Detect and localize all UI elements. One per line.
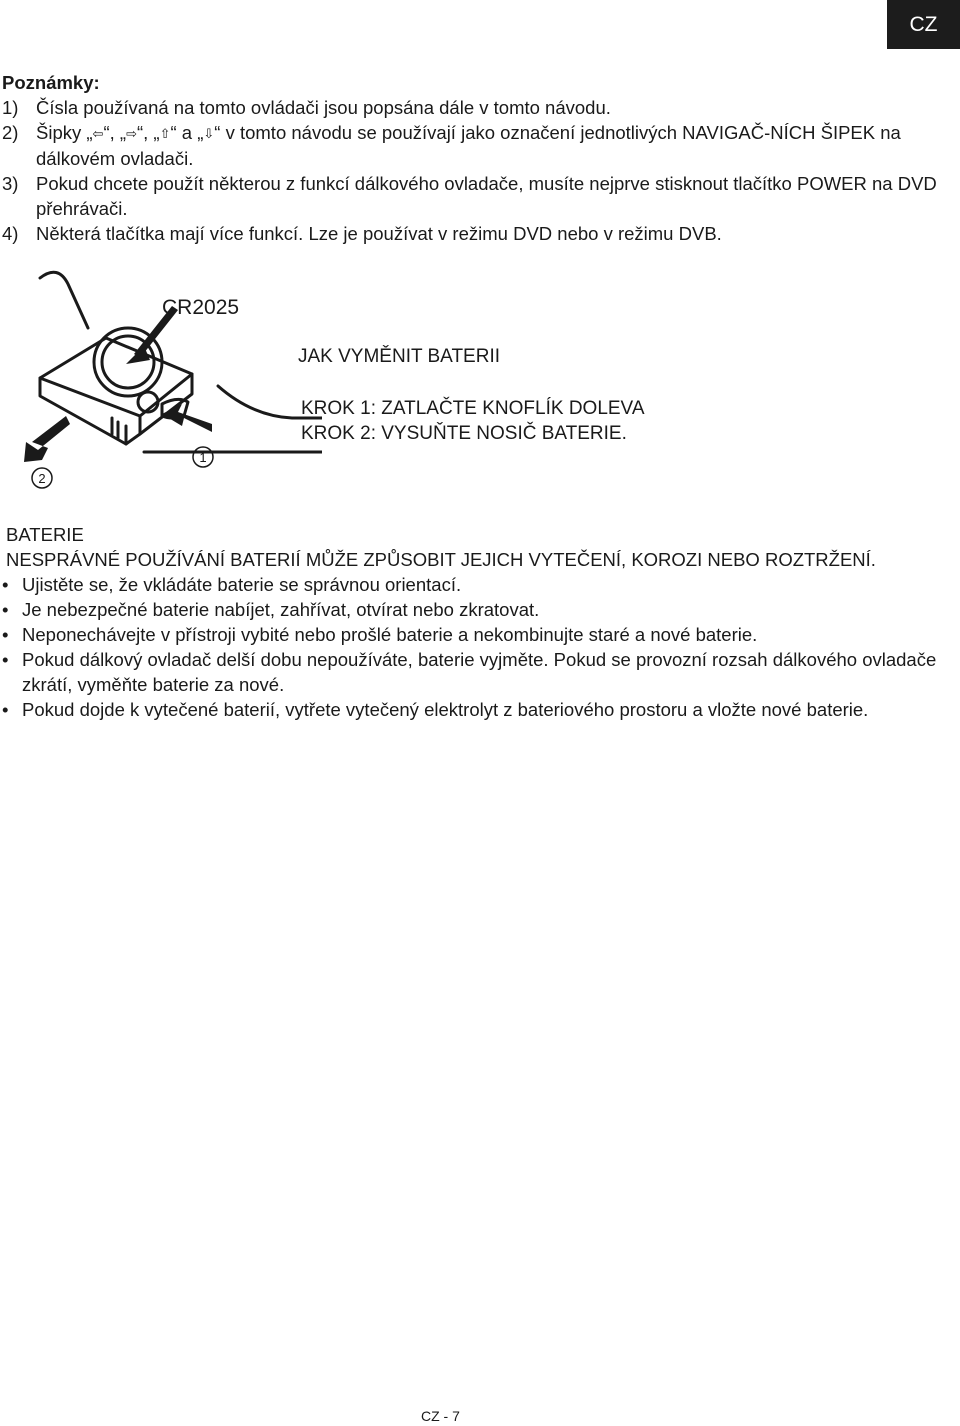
tray-ridge	[112, 418, 118, 438]
note-number: 2)	[2, 122, 19, 143]
list-item-text: Pokud dojde k vytečené baterií, vytřete vytečený elektrolyt z bateriového prostoru a vložte nové baterie.	[22, 699, 869, 720]
list-item	[2, 622, 952, 647]
battery-warning: NESPRÁVNÉ POUŽÍVÁNÍ BATERIÍ MŮŽE ZPŮSOBIT JEJICH VYTEČENÍ, KOROZI NEBO ROZTRŽENÍ.	[6, 549, 876, 570]
note-number: 3)	[2, 173, 19, 194]
callout-number-2: 2	[38, 471, 46, 486]
note-text: Pokud chcete použít některou z funkcí dálkového ovladače, musíte nejprve stisknout tlačítko POWER na DVD přehrávači.	[36, 173, 937, 219]
list-item	[2, 647, 952, 697]
note-number: 4)	[2, 223, 19, 244]
battery-tray	[140, 374, 192, 434]
note-text	[36, 120, 952, 171]
list-item	[2, 572, 952, 597]
remote-battery-drawing	[22, 266, 322, 498]
note-text-part: “ v tomto návodu se používají jako označení jednotlivých NAVIGAČ-NÍCH ŠIPEK na dálkovém ovladači.	[36, 122, 901, 169]
note-text: Čísla používaná na tomto ovládači jsou popsána dále v tomto návodu.	[36, 97, 611, 118]
note-text-part: Šipky „	[36, 122, 93, 143]
list-item-text: Je nebezpečné baterie nabíjet, zahřívat, otvírat nebo zkratovat.	[22, 599, 540, 620]
note-text-part: “ a „	[170, 122, 204, 143]
note-item	[2, 120, 952, 171]
arrow-down-icon: ⇩	[203, 126, 215, 141]
language-tab: CZ	[887, 0, 960, 49]
list-item	[2, 697, 952, 722]
battery-section	[2, 522, 952, 722]
note-number: 1)	[2, 97, 19, 118]
arrow-right-icon: ⇨	[126, 126, 137, 141]
bullet-icon: •	[2, 574, 9, 595]
battery-steps-title: JAK VYMĚNIT BATERII	[298, 346, 501, 367]
battery-step-1: KROK 1: ZATLAČTE KNOFLÍK DOLEVA	[301, 398, 645, 419]
arrow-up-icon: ⇧	[159, 126, 171, 141]
bullet-icon: •	[2, 699, 9, 720]
bullet-icon: •	[2, 599, 9, 620]
list-item-text: Ujistěte se, že vkládáte baterie se správnou orientací.	[22, 574, 462, 595]
note-item	[2, 221, 952, 246]
note-text-part: “, „	[103, 122, 127, 143]
notes-section	[2, 70, 952, 246]
notes-title: Poznámky:	[2, 72, 100, 93]
note-text: Některá tlačítka mají více funkcí. Lze je používat v režimu DVD nebo v režimu DVB.	[36, 223, 722, 244]
arrow-left-icon: ⇦	[92, 126, 104, 141]
list-item-text: Neponechávejte v přístroji vybité nebo prošlé baterie a nekombinujte staré a nové baterie.	[22, 624, 758, 645]
battery-tray	[40, 338, 192, 416]
battery-heading: BATERIE	[6, 524, 84, 545]
battery-step-2: KROK 2: VYSUŇTE NOSIČ BATERIE.	[301, 423, 627, 444]
note-item	[2, 171, 952, 221]
remote-outline	[40, 272, 88, 328]
callout-number-1: 1	[199, 450, 207, 465]
list-item	[2, 597, 952, 622]
note-item	[2, 95, 952, 120]
bullet-icon: •	[2, 624, 9, 645]
battery-type-label: CR2025	[162, 296, 240, 319]
page-number: CZ - 7	[421, 1408, 460, 1424]
list-item-text: Pokud dálkový ovladač delší dobu nepoužíváte, baterie vyjměte. Pokud se provozní rozsah dálkového ovladače zkrátí, vyměňte baterie za nové.	[22, 649, 937, 695]
bullet-icon: •	[2, 649, 9, 670]
push-arrow-2	[24, 416, 70, 462]
battery-replacement-figure	[22, 266, 322, 498]
note-text-part: “, „	[136, 122, 160, 143]
